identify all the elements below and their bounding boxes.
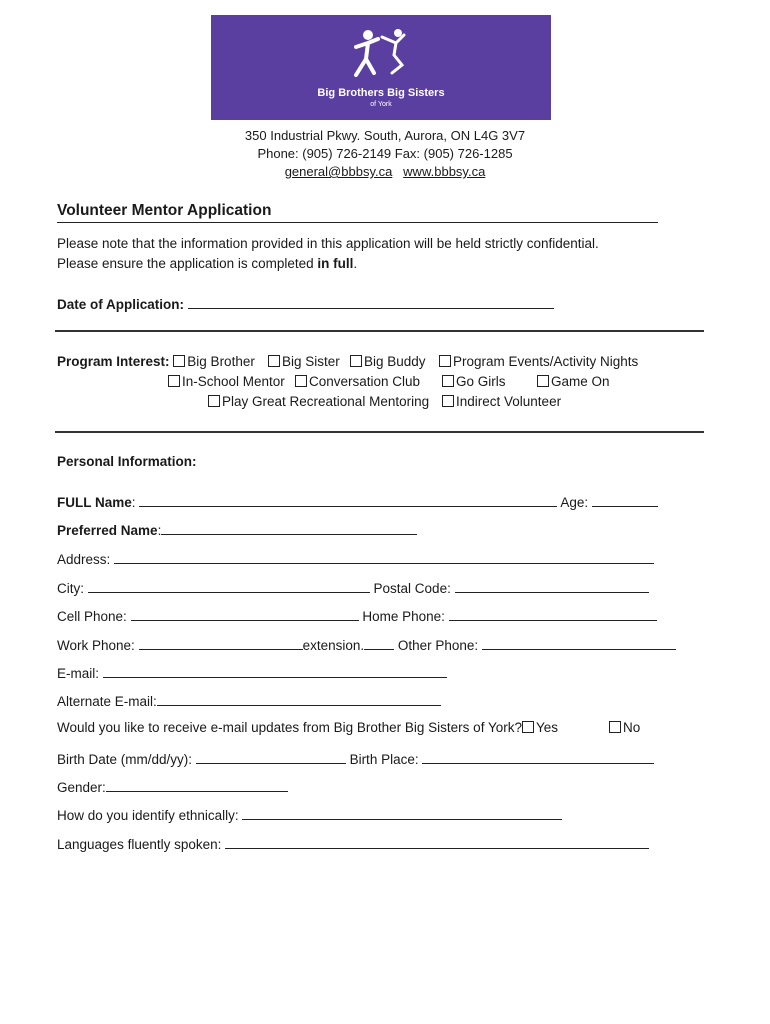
divider <box>55 431 704 433</box>
address-line: 350 Industrial Pkwy. South, Aurora, ON L4G 3V7 <box>244 128 526 143</box>
personal-heading: Personal Information: <box>57 454 197 469</box>
colon: : <box>157 523 162 538</box>
phone-row <box>57 606 657 624</box>
home-field[interactable] <box>449 606 657 621</box>
city-field[interactable] <box>88 578 370 593</box>
postal-label: Postal Code: <box>373 581 451 596</box>
program-option-item <box>537 374 610 389</box>
figures-logo-icon <box>346 25 416 85</box>
program-option-item <box>439 354 638 369</box>
program-option: Big Buddy <box>364 354 426 369</box>
checkbox[interactable] <box>208 395 220 407</box>
program-option: Go Girls <box>456 374 506 389</box>
checkbox[interactable] <box>439 355 451 367</box>
yes-label: Yes <box>535 720 559 735</box>
birth-place-field[interactable] <box>422 749 654 764</box>
program-option: Game On <box>551 374 610 389</box>
checkbox[interactable] <box>168 375 180 387</box>
address-field[interactable] <box>114 549 654 564</box>
gender-label: Gender: <box>57 780 106 795</box>
program-option: Conversation Club <box>309 374 421 389</box>
confidential-note: Please note that the information provided in this application will be held strictly confidential. <box>57 236 599 251</box>
checkbox[interactable] <box>522 721 534 733</box>
birth-date-label: Birth Date (mm/dd/yy): <box>57 752 193 767</box>
contact-links <box>0 163 770 181</box>
program-option: Big Sister <box>282 354 340 369</box>
divider <box>55 330 704 332</box>
program-option-item <box>208 394 429 409</box>
checkbox[interactable] <box>295 375 307 387</box>
complete-note <box>57 256 357 271</box>
no-label: No <box>623 720 641 735</box>
updates-row <box>57 720 558 735</box>
address-label: Address: <box>57 552 111 567</box>
city-row <box>57 578 649 596</box>
program-label: Program Interest: <box>57 354 170 369</box>
website-link[interactable]: www.bbbsy.ca <box>403 164 486 179</box>
date-row <box>57 294 554 312</box>
languages-row <box>57 834 649 852</box>
birth-place-label: Birth Place: <box>349 752 419 767</box>
age-label: Age: <box>560 495 589 510</box>
checkbox[interactable] <box>442 375 454 387</box>
checkbox[interactable] <box>442 395 454 407</box>
preferred-name-field[interactable] <box>161 520 417 535</box>
other-label: Other Phone: <box>397 638 479 653</box>
languages-label: Languages fluently spoken: <box>57 837 222 852</box>
alt-email-label: Alternate E-mail: <box>57 694 157 709</box>
languages-field[interactable] <box>225 834 649 849</box>
date-label: Date of Application: <box>57 297 184 312</box>
email-link[interactable]: general@bbbsy.ca <box>284 164 393 179</box>
preferred-name-label: Preferred Name <box>57 523 158 538</box>
program-option: Play Great Recreational Mentoring <box>222 394 430 409</box>
cell-field[interactable] <box>131 606 359 621</box>
ethnic-label: How do you identify ethnically: <box>57 808 239 823</box>
program-option-item <box>295 374 420 389</box>
complete-note-bold: in full <box>317 256 354 271</box>
form-title: Volunteer Mentor Application <box>57 202 658 223</box>
checkbox[interactable] <box>350 355 362 367</box>
complete-note-suffix: . <box>353 256 358 271</box>
program-option: Big Brother <box>187 354 255 369</box>
alt-email-row <box>57 691 441 709</box>
checkbox[interactable] <box>537 375 549 387</box>
colon: : <box>131 495 136 510</box>
logo-org-sub: of York <box>370 101 392 108</box>
no-option <box>609 720 640 735</box>
work-label: Work Phone: <box>57 638 135 653</box>
program-option-item <box>168 374 285 389</box>
program-option: Indirect Volunteer <box>456 394 562 409</box>
ethnic-field[interactable] <box>242 805 562 820</box>
full-name-row <box>57 492 658 510</box>
address-row <box>57 549 654 567</box>
email-row <box>57 663 447 681</box>
checkbox[interactable] <box>173 355 185 367</box>
updates-question: Would you like to receive e-mail updates from Big Brother Big Sisters of York? <box>57 720 522 735</box>
cell-label: Cell Phone: <box>57 609 127 624</box>
gender-field[interactable] <box>106 777 288 792</box>
program-option-item <box>442 374 506 389</box>
preferred-name-row <box>57 520 417 538</box>
birth-row <box>57 749 654 767</box>
age-field[interactable] <box>592 492 658 507</box>
program-option: Program Events/Activity Nights <box>453 354 639 369</box>
email-label: E-mail: <box>57 666 100 681</box>
alt-email-field[interactable] <box>157 691 441 706</box>
program-option: In-School Mentor <box>182 374 285 389</box>
program-option-item <box>442 394 561 409</box>
checkbox[interactable] <box>268 355 280 367</box>
program-option-item <box>350 354 426 369</box>
date-field[interactable] <box>188 294 554 309</box>
phone-fax-line: Phone: (905) 726-2149 Fax: (905) 726-1285 <box>257 146 513 161</box>
gender-row <box>57 777 288 795</box>
other-field[interactable] <box>482 635 676 650</box>
full-name-field[interactable] <box>139 492 557 507</box>
city-label: City: <box>57 581 84 596</box>
program-row-1 <box>57 354 255 369</box>
home-label: Home Phone: <box>362 609 445 624</box>
birth-date-field[interactable] <box>196 749 346 764</box>
work-field[interactable] <box>139 635 303 650</box>
extension-field[interactable] <box>364 635 394 650</box>
extension-label: extension. <box>302 638 365 653</box>
checkbox[interactable] <box>609 721 621 733</box>
postal-field[interactable] <box>455 578 649 593</box>
org-logo <box>211 15 551 120</box>
program-option-item <box>268 354 340 369</box>
ethnic-row <box>57 805 562 823</box>
email-field[interactable] <box>103 663 447 678</box>
logo-org-name: Big Brothers Big Sisters <box>317 87 445 99</box>
work-row <box>57 635 676 653</box>
complete-note-prefix: Please ensure the application is completed <box>57 256 318 271</box>
full-name-label: FULL Name <box>57 495 132 510</box>
